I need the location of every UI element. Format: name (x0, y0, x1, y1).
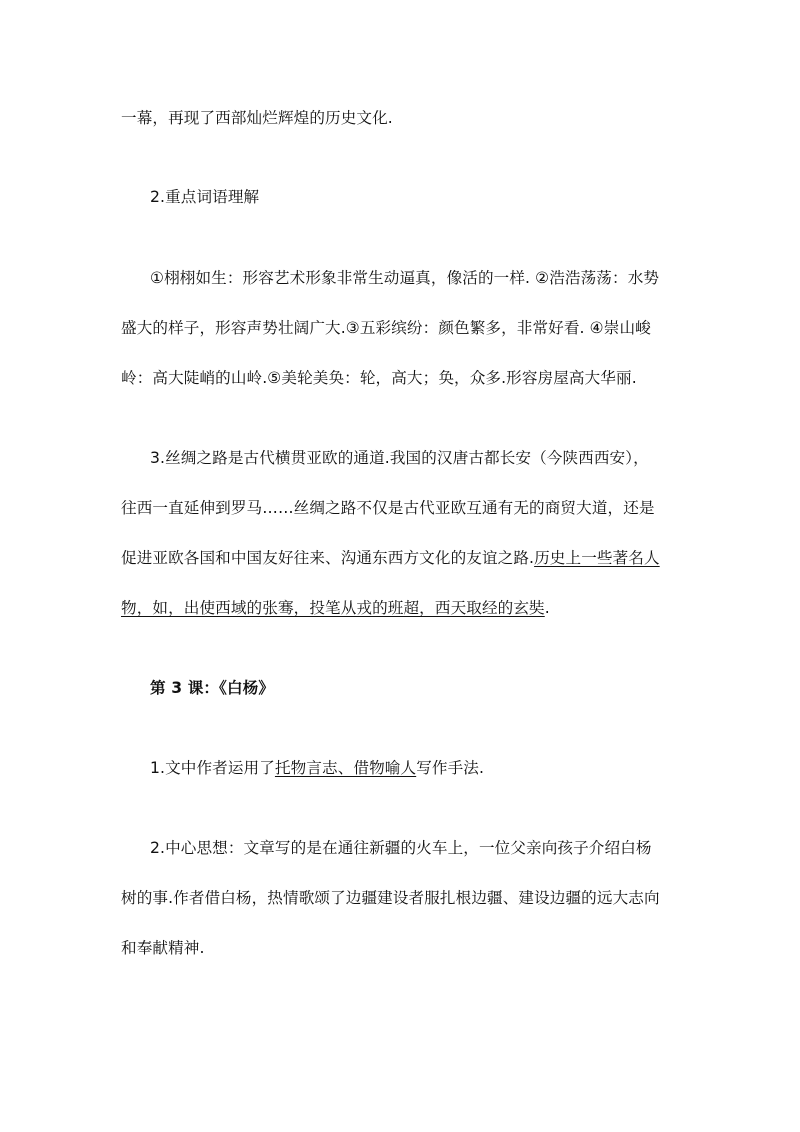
silk-road-line-1: 3.丝绸之路是古代横贯亚欧的通道.我国的汉唐古都长安（今陕西西安）， (150, 449, 649, 467)
section-heading-key-words: 2.重点词语理解 (150, 188, 260, 206)
central-idea-line-3: 和奉献精神. (121, 939, 205, 957)
central-idea-line-2: 树的事.作者借白杨，热情歌颂了边疆建设者服扎根边疆、建设边疆的远大志向 (121, 889, 660, 907)
technique-text-end: 写作手法. (416, 759, 485, 777)
silk-road-line-4 (121, 598, 681, 618)
silk-road-line-3 (121, 548, 681, 568)
technique-underlined-text: 托物言志、借物喻人 (274, 759, 417, 777)
silk-road-underlined-text: 历史上一些著名人 (534, 549, 660, 567)
silk-road-text: 促进亚欧各国和中国友好往来、沟通东西方文化的友谊之路. (121, 549, 535, 567)
key-words-line-1: ①栩栩如生：形容艺术形象非常生动逼真，像活的一样. ②浩浩荡荡：水势 (150, 269, 660, 287)
paragraph-continuation-line: 一幕，再现了西部灿烂辉煌的历史文化. (121, 109, 393, 127)
central-idea-line-1: 2.中心思想：文章写的是在通往新疆的火车上，一位父亲向孩子介绍白杨 (150, 839, 652, 857)
silk-road-line-2: 往西一直延伸到罗马……丝绸之路不仅是古代亚欧互通有无的商贸大道，还是 (121, 499, 655, 517)
technique-line (150, 758, 681, 778)
key-words-line-2: 盛大的样子，形容声势壮阔广大.③五彩缤纷：颜色繁多，非常好看. ④崇山峻 (121, 319, 651, 337)
silk-road-underlined-text: 物，如，出使西域的张骞，投笔从戎的班超，西天取经的玄奘 (121, 599, 545, 617)
lesson-title: 第 3 课：《白杨》 (150, 679, 275, 697)
key-words-line-3: 岭：高大陡峭的山岭.⑤美轮美奂：轮，高大；奂，众多.形容房屋高大华丽. (121, 369, 637, 387)
silk-road-period: . (544, 599, 550, 617)
technique-text: 1.文中作者运用了 (150, 759, 275, 777)
